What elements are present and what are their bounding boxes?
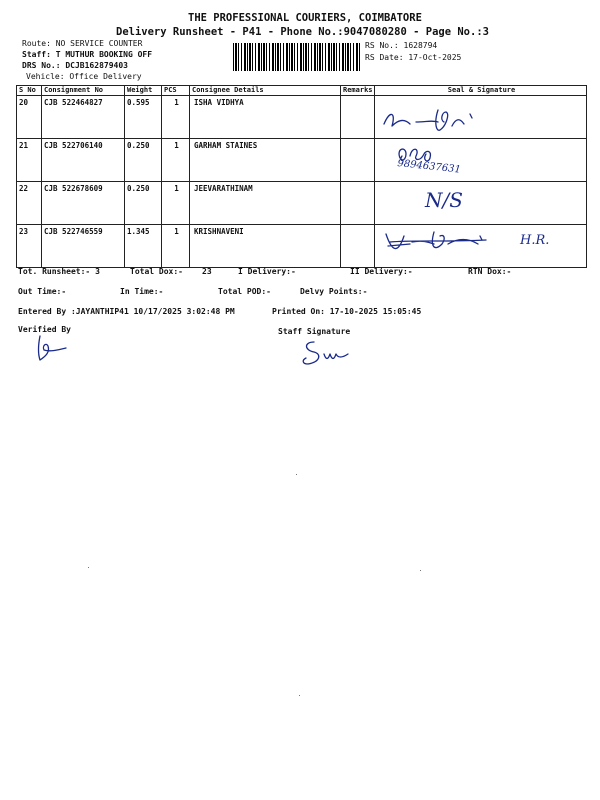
verified-by-label: Verified By [18, 325, 71, 334]
out-time-label: Out Time:- [18, 287, 67, 296]
scan-speck [299, 695, 300, 696]
ii-delivery-label: II Delivery:- [350, 267, 413, 276]
drs-number: DRS No.: DCJB162879403 [22, 61, 128, 70]
entered-by: Entered By :JAYANTHIP41 10/17/2025 3:02:48 PM [18, 307, 235, 316]
cell-pcs: 1 [162, 182, 190, 225]
cell-consignment: CJB 522746559 [42, 225, 125, 268]
col-header-consignee: Consignee Details [190, 86, 341, 96]
handwritten-phone-row-21: 9894637631 [396, 158, 462, 176]
cell-consignee: KRISHNAVENI [190, 225, 341, 268]
signature-row-23 [382, 224, 502, 260]
company-title: THE PROFESSIONAL COURIERS, COIMBATORE [188, 12, 422, 24]
cell-pcs: 1 [162, 225, 190, 268]
cell-weight: 1.345 [125, 225, 162, 268]
rtn-dox-label: RTN Dox:- [468, 267, 512, 276]
total-pod-label: Total POD:- [218, 287, 271, 296]
col-header-seal: Seal & Signature [375, 86, 587, 96]
cell-pcs: 1 [162, 139, 190, 182]
rs-date: RS Date: 17-Oct-2025 [365, 53, 462, 62]
cell-remarks [341, 182, 375, 225]
cell-sno: 21 [17, 139, 42, 182]
in-time-label: In Time:- [120, 287, 164, 296]
cell-pcs: 1 [162, 96, 190, 139]
cell-consignment: CJB 522464827 [42, 96, 125, 139]
cell-remarks [341, 139, 375, 182]
handwritten-note-row-22: N/S [425, 188, 463, 212]
scan-speck [88, 567, 89, 568]
total-runsheet: Tot. Runsheet:- 3 [18, 267, 100, 276]
scan-speck [296, 474, 297, 475]
col-header-sno: S No [17, 86, 42, 96]
vehicle-label: Vehicle: Office Delivery [26, 72, 142, 81]
cell-weight: 0.595 [125, 96, 162, 139]
col-header-weight: Weight [125, 86, 162, 96]
delvy-points-label: Delvy Points:- [300, 287, 368, 296]
table-row [17, 96, 587, 139]
cell-weight: 0.250 [125, 182, 162, 225]
printed-on: Printed On: 17-10-2025 15:05:45 [272, 307, 422, 316]
cell-consignee: GARHAM STAINES [190, 139, 341, 182]
cell-consignee: JEEVARATHINAM [190, 182, 341, 225]
cell-sno: 20 [17, 96, 42, 139]
cell-remarks [341, 96, 375, 139]
runsheet-title: Delivery Runsheet - P41 - Phone No.:9047080280 - Page No.:3 [116, 26, 489, 38]
cell-remarks [341, 225, 375, 268]
cell-consignment: CJB 522678609 [42, 182, 125, 225]
scan-speck [420, 570, 421, 571]
handwritten-note-row-23: H.R. [520, 233, 550, 248]
col-header-remarks: Remarks [341, 86, 375, 96]
barcode-image [233, 43, 361, 71]
staff-signature [298, 336, 358, 370]
cell-consignment: CJB 522706140 [42, 139, 125, 182]
cell-sno: 22 [17, 182, 42, 225]
staff-signature-label: Staff Signature [278, 327, 351, 336]
staff-label: Staff: T MUTHUR BOOKING OFF [22, 50, 153, 59]
cell-consignee: ISHA VIDHYA [190, 96, 341, 139]
total-dox-value: 23 [202, 267, 212, 276]
route-label: Route: NO SERVICE COUNTER [22, 39, 143, 48]
signature-row-20 [380, 100, 500, 140]
verified-by-signature [30, 332, 80, 364]
i-delivery-label: I Delivery:- [238, 267, 296, 276]
col-header-consignment: Consignment No [42, 86, 125, 96]
cell-weight: 0.250 [125, 139, 162, 182]
total-dox-label: Total Dox:- [130, 267, 183, 276]
cell-seal [375, 182, 587, 225]
cell-sno: 23 [17, 225, 42, 268]
col-header-pcs: PCS [162, 86, 190, 96]
rs-number: RS No.: 1628794 [365, 41, 438, 50]
table-header-row [17, 86, 587, 96]
table-row [17, 182, 587, 225]
